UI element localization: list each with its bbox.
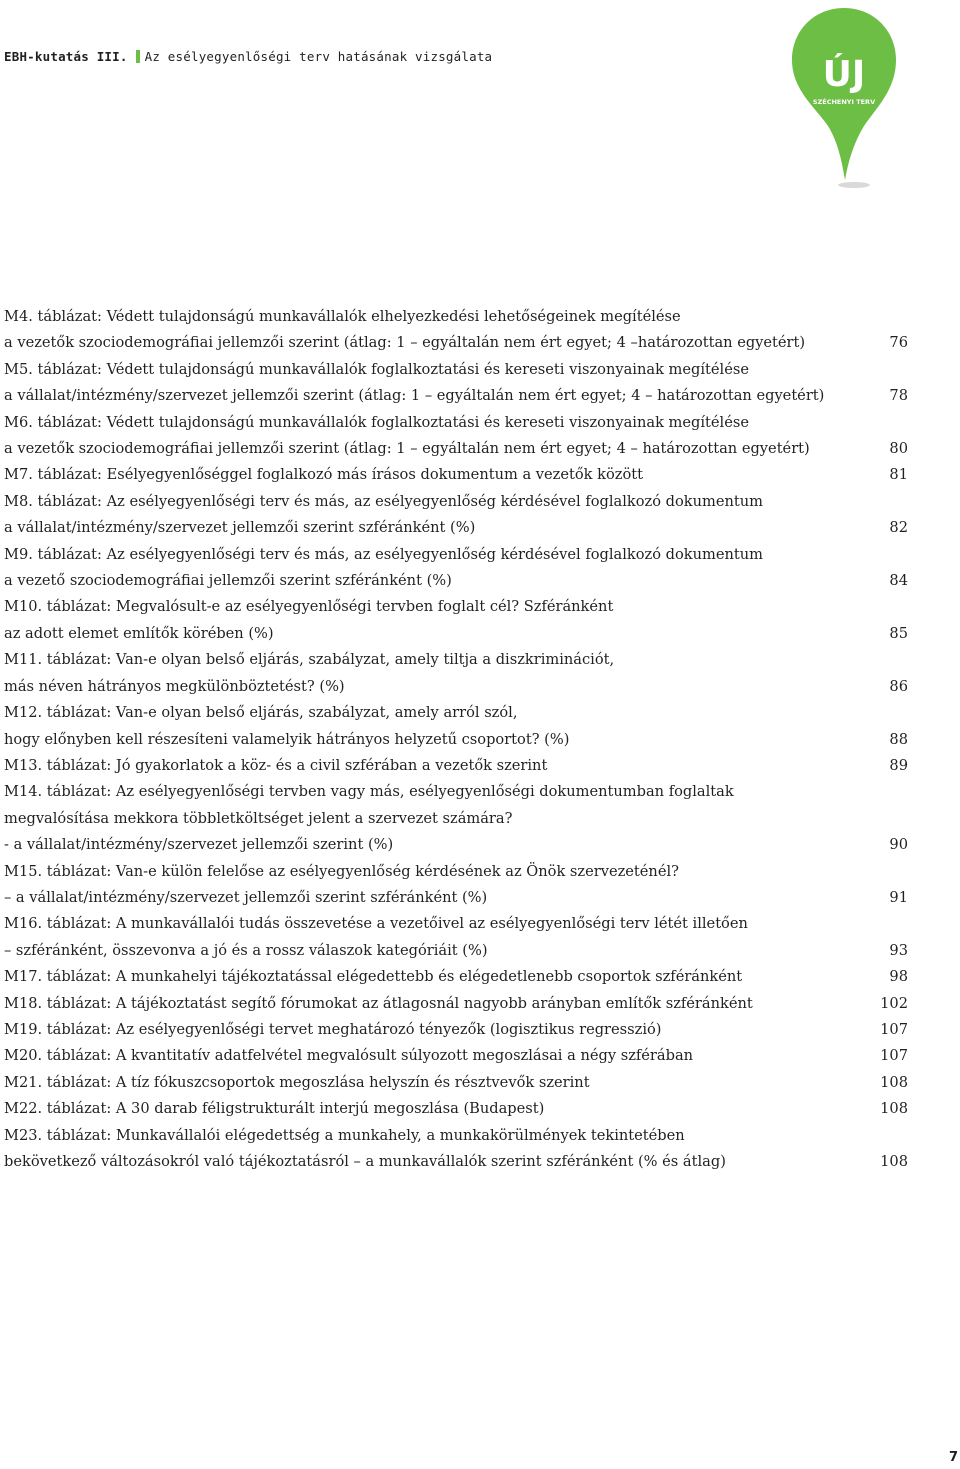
toc-entry-page: 78 [889, 387, 908, 405]
running-header [4, 49, 492, 64]
toc-entry[interactable] [4, 647, 908, 700]
toc-entry[interactable] [4, 410, 908, 463]
toc-entry-page: 108 [880, 1153, 908, 1170]
uj-szechenyi-terv-logo [788, 4, 900, 190]
toc-entry-title: M17. táblázat: A munkahelyi tájékoztatással elégedettebb és elégedetlenebb csoportok szféránként [4, 968, 743, 986]
toc-entry-title: M18. táblázat: A tájékoztatást segítő fórumokat az átlagosnál nagyobb arányban említők szféránként [4, 994, 753, 1012]
toc-entry-title: M9. táblázat: Az esélyegyenlőségi terv és más, az esélyegyenlőség kérdésével foglalkozó dokumentum a vezető szociodemográfiai jellemzői szerint szféránként (%) [4, 545, 763, 590]
toc-entry[interactable] [4, 779, 908, 858]
toc-entry[interactable] [4, 991, 908, 1017]
toc-entry-title: M13. táblázat: Jó gyakorlatok a köz- és a civil szférában a vezetők szerint [4, 756, 548, 774]
toc-entry-title: M4. táblázat: Védett tulajdonságú munkavállalók elhelyezkedési lehetőségeinek megítélése a vezetők szociodemográfiai jellemzői szerint (átlag: 1 – egyáltalán nem ért egyet; 4 –határozottan egyetért) [4, 308, 806, 352]
toc-entry[interactable] [4, 1070, 908, 1096]
toc-entry-page: 85 [889, 624, 908, 642]
toc-entry[interactable] [4, 462, 908, 488]
toc-entry-title: M21. táblázat: A tíz fókuszcsoportok megoszlása helyszín és résztvevők szerint [4, 1073, 590, 1091]
header-separator [136, 50, 140, 63]
table-list [4, 304, 908, 1175]
toc-entry-title: M22. táblázat: A 30 darab féligstrukturált interjú megoszlása (Budapest) [4, 1100, 545, 1118]
toc-entry-page: 107 [880, 1047, 908, 1065]
toc-entry-title: M16. táblázat: A munkavállalói tudás összevetése a vezetőivel az esélyegyenlőségi terv létét illetően – szféránként, összevonva a jó és a rossz válaszok kategóriáit (%) [4, 915, 748, 959]
toc-entry-page: 98 [889, 968, 908, 986]
page-number: 7 [948, 1450, 958, 1465]
toc-entry[interactable] [4, 1017, 908, 1043]
toc-entry-title: M11. táblázat: Van-e olyan belső eljárás, szabályzat, amely tiltja a diszkriminációt, más néven hátrányos megkülönböztetést? (%) [4, 651, 615, 695]
toc-entry[interactable] [4, 489, 908, 542]
toc-entry[interactable] [4, 304, 908, 357]
toc-entry[interactable] [4, 357, 908, 410]
report-title: EBH-kutatás III. [4, 49, 128, 64]
toc-entry[interactable] [4, 700, 908, 753]
toc-entry-page: 90 [889, 836, 908, 854]
toc-entry-page: 108 [880, 1100, 908, 1118]
report-subtitle: Az esélyegyenlőségi terv hatásának vizsgálata [144, 49, 493, 64]
toc-entry-title: M8. táblázat: Az esélyegyenlőségi terv és más, az esélyegyenlőség kérdésével foglalkozó dokumentum a vállalat/intézmény/szervezet jellemzői szerint szféránként (%) [4, 492, 763, 537]
toc-entry[interactable] [4, 1096, 908, 1122]
toc-entry-page: 91 [889, 888, 908, 906]
toc-entry-title: M7. táblázat: Esélyegyenlőséggel foglalkozó más írásos dokumentum a vezetők között [4, 466, 643, 484]
toc-entry[interactable] [4, 753, 908, 779]
logo-main-text: ÚJ [822, 54, 866, 95]
toc-entry-page: 107 [880, 1020, 908, 1038]
toc-entry-page: 102 [880, 994, 908, 1012]
toc-entry[interactable] [4, 542, 908, 595]
toc-entry[interactable] [4, 911, 908, 964]
toc-entry-title: M5. táblázat: Védett tulajdonságú munkavállalók foglalkoztatási és kereseti viszonyainak megítélése a vállalat/intézmény/szervezet jellemzői szerint (átlag: 1 – egyáltalán nem ért egyet; 4 – határozottan egyetért) [4, 360, 825, 405]
toc-entry-page: 84 [889, 572, 908, 590]
toc-entry-page: 108 [880, 1073, 908, 1091]
toc-entry-page: 93 [889, 941, 908, 959]
toc-entry-title: M10. táblázat: Megvalósult-e az esélyegyenlőségi tervben foglalt cél? Szféránként az adott elemet említők körében (%) [4, 598, 614, 642]
toc-entry-page: 88 [889, 730, 908, 748]
toc-entry[interactable] [4, 1043, 908, 1069]
toc-entry-page: 76 [889, 334, 908, 352]
toc-entry-page: 80 [889, 440, 908, 458]
toc-entry-title: M12. táblázat: Van-e olyan belső eljárás, szabályzat, amely arról szól, hogy előnyben kell részesíteni valamelyik hátrányos helyzetű csoportot? (%) [4, 704, 570, 748]
toc-entry-page: 82 [889, 519, 908, 537]
logo-shadow [838, 182, 870, 188]
toc-entry[interactable] [4, 859, 908, 912]
toc-entry-page: 89 [889, 756, 908, 774]
toc-entry-page: 81 [889, 466, 908, 484]
toc-entry-title: M23. táblázat: Munkavállalói elégedettség a munkahely, a munkakörülmények tekintetében bekövetkező változásokról való tájékoztatásról – a munkavállalók szerint szféránként (% és átlag) [4, 1126, 726, 1170]
toc-entry[interactable] [4, 964, 908, 990]
toc-entry-title: M6. táblázat: Védett tulajdonságú munkavállalók foglalkoztatási és kereseti viszonyainak megítélése a vezetők szociodemográfiai jellemzői szerint (átlag: 1 – egyáltalán nem ért egyet; 4 – határozottan egyetért) [4, 413, 810, 458]
toc-entry[interactable] [4, 1123, 908, 1176]
logo-sub-text: SZÉCHENYI TERV [812, 98, 876, 106]
toc-entry-title: M20. táblázat: A kvantitatív adatfelvétel megvalósult súlyozott megoszlásai a négy szférában [4, 1047, 694, 1065]
toc-entry-title: M15. táblázat: Van-e külön felelőse az esélyegyenlőség kérdésének az Önök szervezeténél? – a vállalat/intézmény/szervezet jellemzői szerint szféránként (%) [4, 862, 679, 906]
toc-entry-title: M14. táblázat: Az esélyegyenlőségi tervben vagy más, esélyegyenlőségi dokumentumban foglaltak megvalósítása mekkora többletköltséget jelent a szervezet számára? - a vállalat/intézmény/szervezet jellemzői szerint (%) [4, 783, 734, 854]
toc-entry[interactable] [4, 594, 908, 647]
toc-entry-title: M19. táblázat: Az esélyegyenlőségi tervet meghatározó tényezők (logisztikus regresszió) [4, 1020, 662, 1038]
toc-entry-page: 86 [889, 677, 908, 695]
